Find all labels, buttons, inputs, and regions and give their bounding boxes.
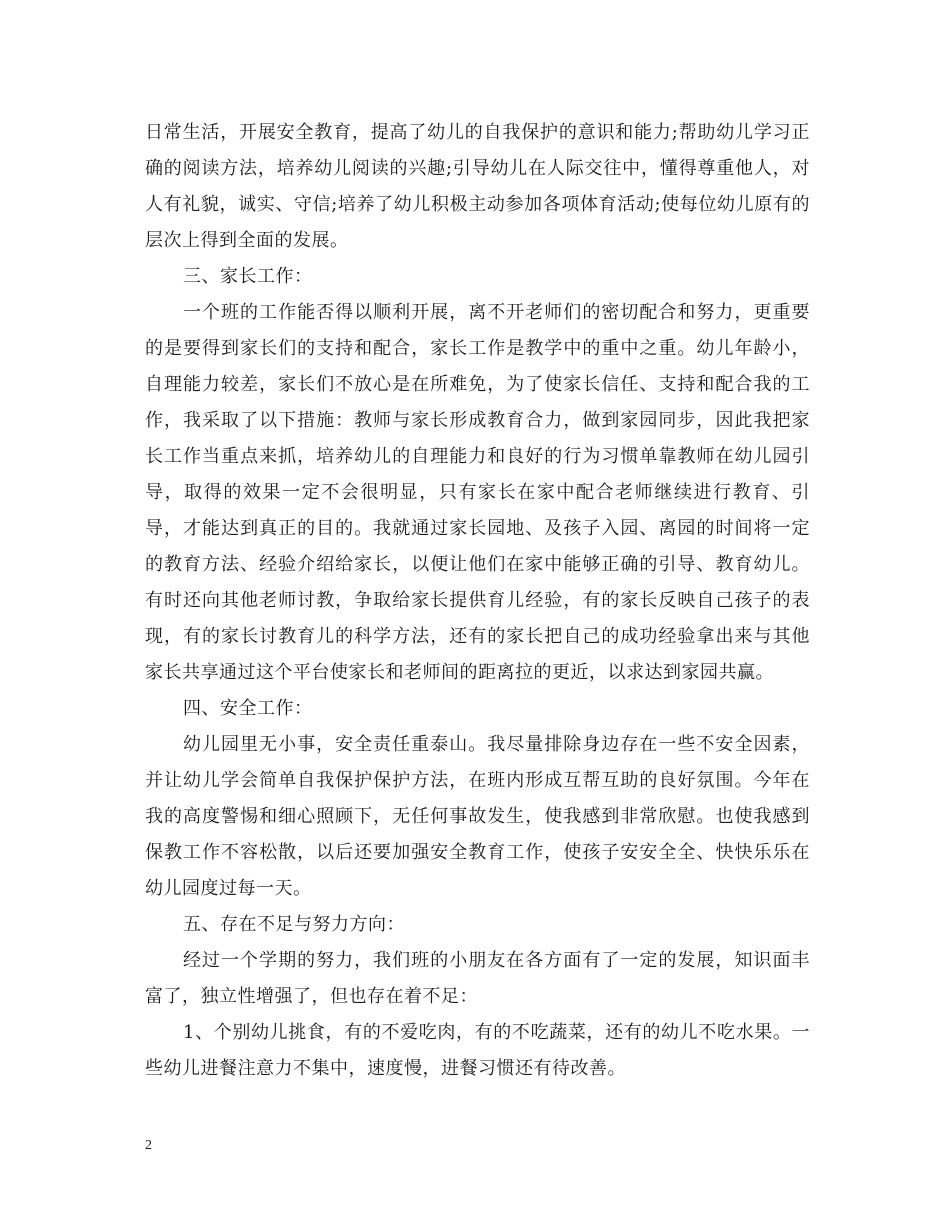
heading-shortcomings: 五、存在不足与努力方向： xyxy=(183,914,405,935)
document-body xyxy=(145,115,810,1087)
heading-safety-work: 四、安全工作： xyxy=(183,698,313,719)
paragraph-safety-work: 幼儿园里无小事，安全责任重泰山。我尽量排除身边存在一些不安全因素，并让幼儿学会简单自我保护保护方法，在班内形成互帮互助的良好氛围。今年在我的高度警惕和细心照顾下，无任何事故发生，使我感到非常欣慰。也使我感到保教工作不容松散，以后还要加强安全教育工作，使孩子安安全全、快快乐乐在幼儿园度过每一天。 xyxy=(145,734,810,899)
paragraph-shortcomings-intro: 经过一个学期的努力，我们班的小朋友在各方面有了一定的发展，知识面丰富了，独立性增强了，但也存在着不足： xyxy=(145,950,810,1007)
paragraph-shortcoming-1: 1、个别幼儿挑食，有的不爱吃肉，有的不吃蔬菜，还有的幼儿不吃水果。一些幼儿进餐注意力不集中，速度慢，进餐习惯还有待改善。 xyxy=(145,1022,810,1079)
paragraph-daily-life: 日常生活，开展安全教育，提高了幼儿的自我保护的意识和能力;帮助幼儿学习正确的阅读方法，培养幼儿阅读的兴趣;引导幼儿在人际交往中，懂得尊重他人，对人有礼貌，诚实、守信;培养了幼儿积极主动参加各项体育活动;使每位幼儿原有的层次上得到全面的发展。 xyxy=(145,122,810,251)
heading-parent-work: 三、家长工作： xyxy=(183,266,313,287)
paragraph-parent-work: 一个班的工作能否得以顺利开展，离不开老师们的密切配合和努力，更重要的是要得到家长们的支持和配合，家长工作是教学中的重中之重。幼儿年龄小，自理能力较差，家长们不放心是在所难免，为了使家长信任、支持和配合我的工作，我采取了以下措施：教师与家长形成教育合力，做到家园同步，因此我把家长工作当重点来抓，培养幼儿的自理能力和良好的行为习惯单靠教师在幼儿园引导，取得的效果一定不会很明显，只有家长在家中配合老师继续进行教育、引导，才能达到真正的目的。我就通过家长园地、及孩子入园、离园的时间将一定的教育方法、经验介绍给家长，以便让他们在家中能够正确的引导、教育幼儿。有时还向其他老师讨教，争取给家长提供育儿经验，有的家长反映自己孩子的表现，有的家长讨教育儿的科学方法，还有的家长把自己的成功经验拿出来与其他家长共享通过这个平台使家长和老师间的距离拉的更近，以求达到家园共赢。 xyxy=(145,302,810,683)
page-number: 2 xyxy=(145,1138,152,1153)
